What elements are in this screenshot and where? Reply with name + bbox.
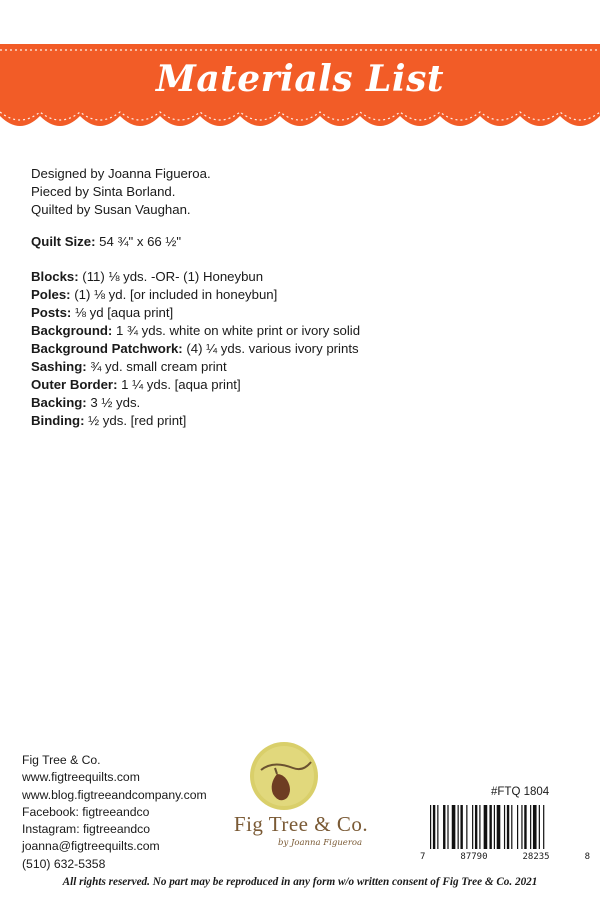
material-item [31,358,360,376]
material-item [31,340,360,358]
barcode-digit-group: 28235 [522,852,550,862]
logo-wordmark: Fig Tree & Co. [233,812,369,836]
facebook-handle[interactable]: Facebook: figtreeandco [22,804,150,819]
barcode-digit-group: 7 [420,852,426,862]
material-item [31,268,360,286]
material-value: (1) ⅛ yd. [or included in honeybun] [70,287,278,302]
material-value: ¾ yd. small cream print [86,359,227,374]
material-item [31,376,360,394]
material-value: 1 ¼ yds. [aqua print] [117,377,241,392]
material-item [31,304,360,322]
quilt-size-label: Quilt Size: [31,234,96,249]
phone-number: (510) 632-5358 [22,856,106,871]
material-label: Blocks: [31,269,79,284]
barcode-digit-group: 87790 [460,852,488,862]
instagram-handle[interactable]: Instagram: figtreeandco [22,822,151,837]
company-name: Fig Tree & Co. [22,753,101,767]
fig-icon [233,740,335,812]
contact-block [22,752,207,873]
material-label: Outer Border: [31,377,118,392]
product-code: #FTQ 1804 [491,786,550,798]
material-label: Posts: [31,305,72,320]
company-logo [198,740,398,852]
credit-designer: Designed by Joanna Figueroa. [31,166,211,181]
credits-block [31,165,211,219]
quilt-size-value: 54 ¾" x 66 ½" [95,234,182,249]
barcode [430,805,580,849]
material-item [31,412,360,430]
logo-byline: by Joanna Figueroa [278,838,363,848]
barcode-digit-group: 8 [584,852,590,862]
materials-list [31,268,360,430]
material-label: Binding: [31,413,85,428]
material-label: Background: [31,323,113,338]
website-link[interactable]: www.figtreequilts.com [22,770,140,785]
material-item [31,394,360,412]
page-title: Materials List [155,58,445,100]
material-label: Background Patchwork: [31,341,183,356]
material-value: ½ yds. [red print] [84,413,187,428]
material-item [31,322,360,340]
barcode-digits [420,852,590,862]
blog-link[interactable]: www.blog.figtreeandcompany.com [22,787,207,802]
material-value: 3 ½ yds. [86,395,141,410]
quilt-size [31,233,181,251]
credit-piecer: Pieced by Sinta Borland. [31,184,176,199]
copyright-notice: All rights reserved. No part may be reproduced in any form w/o written consent of Fig Tree & Co. 2021 [62,876,538,888]
credit-quilter: Quilted by Susan Vaughan. [31,202,191,217]
material-value: 1 ¾ yds. white on white print or ivory solid [112,323,361,338]
header-banner [0,44,600,140]
material-label: Sashing: [31,359,87,374]
email-link[interactable]: joanna@figtreequilts.com [22,839,160,854]
material-value: ⅛ yd [aqua print] [71,305,174,320]
material-value: (4) ¼ yds. various ivory prints [182,341,359,356]
material-label: Backing: [31,395,87,410]
material-label: Poles: [31,287,71,302]
material-value: (11) ⅛ yds. -OR- (1) Honeybun [78,269,264,284]
material-item [31,286,360,304]
